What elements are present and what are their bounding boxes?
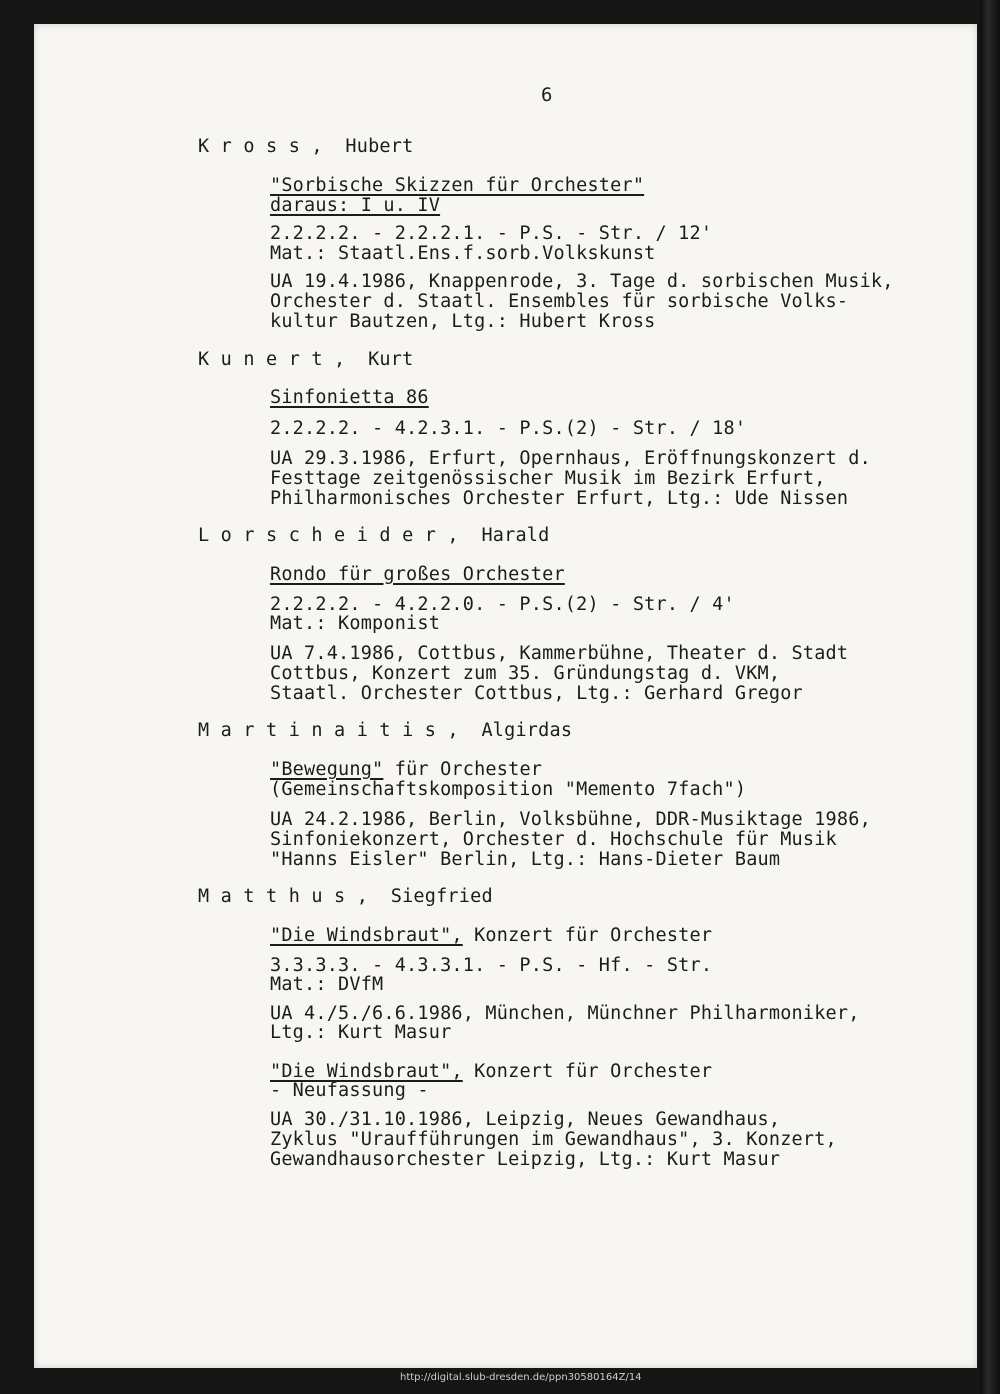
work-title: Sinfonietta 86 [270,387,429,408]
work-title-underlined: "Die Windsbraut", [270,1061,463,1082]
premiere-line: kultur Bautzen, Ltg.: Hubert Kross [270,311,656,332]
work-subtitle: (Gemeinschaftskomposition "Memento 7fach") [270,779,747,800]
work-title-rest: Konzert für Orchester [462,1061,713,1082]
scan-edge [980,0,1000,1394]
instrumentation: 2.2.2.2. - 4.2.2.0. - P.S.(2) - Str. / 4' [270,594,735,615]
composer-name: M a t t h u s , Siegfried [198,886,493,907]
instrumentation: 3.3.3.3. - 4.3.3.1. - P.S. - Hf. - Str. [270,955,713,976]
premiere-line: Staatl. Orchester Cottbus, Ltg.: Gerhard Gregor [270,683,803,704]
page-number: 6 [541,84,553,106]
work-title-underlined: "Bewegung" [270,759,384,780]
material-source: Mat.: Komponist [270,613,441,634]
work-title-underlined: "Die Windsbraut", [270,925,463,946]
premiere-line: UA 19.4.1986, Knappenrode, 3. Tage d. sorbischen Musik, [270,271,894,292]
source-url: http://digital.slub-dresden.de/ppn30580164Z/14 [400,1372,642,1383]
premiere-line: Ltg.: Kurt Masur [270,1022,452,1043]
premiere-line: Philharmonisches Orchester Erfurt, Ltg.: Ude Nissen [270,488,849,509]
premiere-line: UA 7.4.1986, Cottbus, Kammerbühne, Theater d. Stadt [270,643,849,664]
instrumentation: 2.2.2.2. - 4.2.3.1. - P.S.(2) - Str. / 18' [270,418,747,439]
work-title: Rondo für großes Orchester [270,564,565,585]
composer-name: L o r s c h e i d e r , Harald [198,525,550,546]
premiere-line: Orchester d. Staatl. Ensembles für sorbische Volks- [270,291,849,312]
material-source: Mat.: Staatl.Ens.f.sorb.Volkskunst [270,243,656,264]
premiere-line: Zyklus "Uraufführungen im Gewandhaus", 3. Konzert, [270,1129,837,1150]
work-title-rest: für Orchester [383,759,543,780]
premiere-line: UA 4./5./6.6.1986, München, Münchner Philharmoniker, [270,1003,860,1024]
premiere-line: Gewandhausorchester Leipzig, Ltg.: Kurt Masur [270,1149,781,1170]
work-subtitle: daraus: I u. IV [270,195,441,216]
premiere-line: UA 30./31.10.1986, Leipzig, Neues Gewandhaus, [270,1109,781,1130]
premiere-line: Sinfoniekonzert, Orchester d. Hochschule für Musik [270,829,837,850]
instrumentation: 2.2.2.2. - 2.2.2.1. - P.S. - Str. / 12' [270,223,713,244]
work-title-underlined: "Sorbische Skizzen für Orchester" [270,175,645,196]
work-title-rest: Konzert für Orchester [462,925,713,946]
premiere-line: Cottbus, Konzert zum 35. Gründungstag d. VKM, [270,663,781,684]
composer-name: M a r t i n a i t i s , Algirdas [198,720,573,741]
premiere-line: "Hanns Eisler" Berlin, Ltg.: Hans-Dieter Baum [270,849,781,870]
work-subtitle: - Neufassung - [270,1080,429,1101]
composer-name: K u n e r t , Kurt [198,349,414,370]
material-source: Mat.: DVfM [270,974,384,995]
composer-name: K r o s s , Hubert [198,136,414,157]
work-title [270,926,712,946]
work-title [270,760,542,780]
work-title [270,176,644,196]
premiere-line: Festtage zeitgenössischer Musik im Bezirk Erfurt, [270,468,826,489]
premiere-line: UA 29.3.1986, Erfurt, Opernhaus, Eröffnungskonzert d. [270,448,871,469]
work-title [270,1062,712,1082]
premiere-line: UA 24.2.1986, Berlin, Volksbühne, DDR-Musiktage 1986, [270,809,871,830]
